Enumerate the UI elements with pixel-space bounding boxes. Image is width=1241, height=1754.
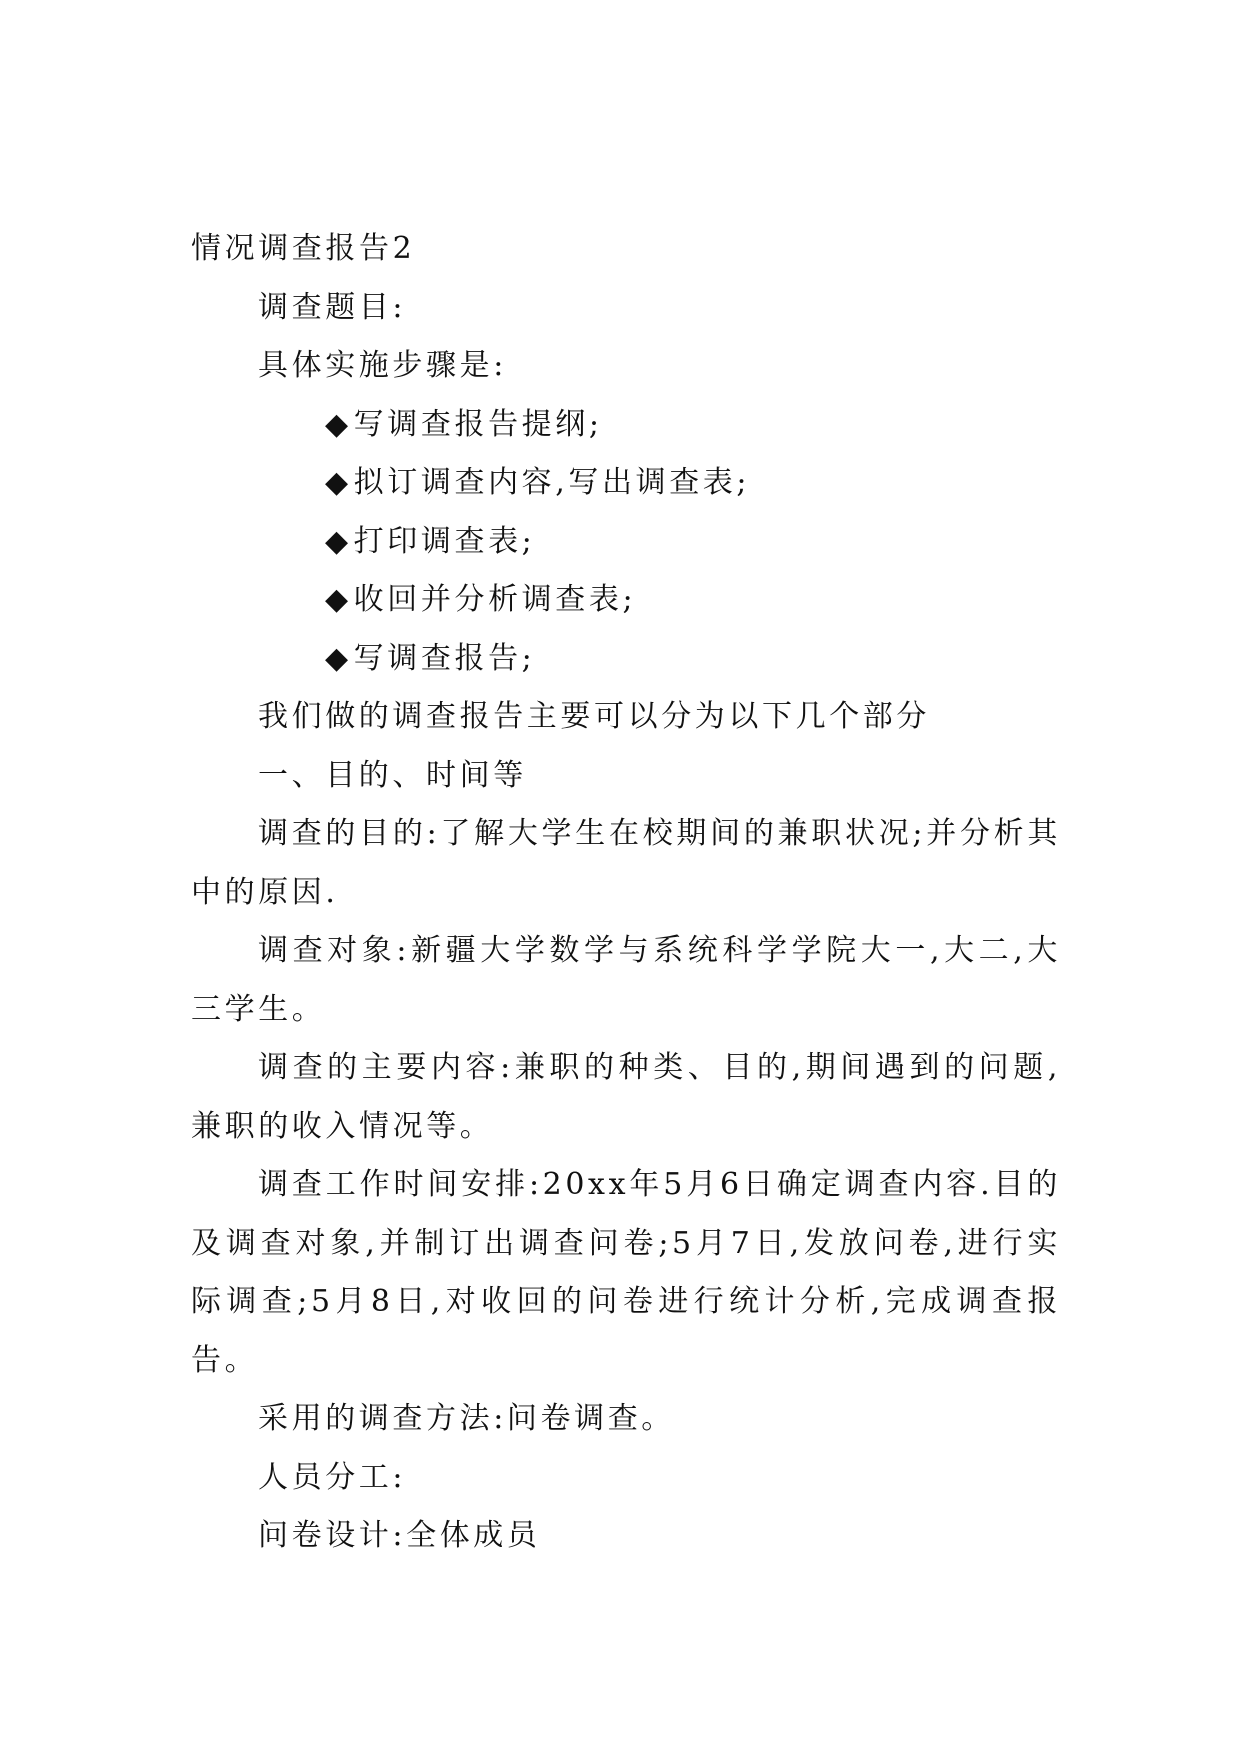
diamond-bullet-icon: ◆: [325, 465, 352, 500]
survey-purpose: 调查的目的:了解大学生在校期间的兼职状况;并分析其中的原因.: [191, 816, 1061, 910]
document-body: [191, 220, 1061, 1566]
survey-main-content: 调查的主要内容:兼职的种类、目的,期间遇到的问题,兼职的收入情况等。: [191, 1050, 1061, 1144]
diamond-bullet-icon: ◆: [325, 640, 352, 676]
document-title: 情况调查报告2: [191, 231, 416, 266]
diamond-bullet-icon: ◆: [325, 582, 352, 617]
step-item: [191, 513, 1061, 572]
survey-subjects: 调查对象:新疆大学数学与系统科学学院大一,大二,大三学生。: [191, 933, 1061, 1027]
step-item: [191, 630, 1061, 689]
step-item: [191, 454, 1061, 513]
survey-method: 采用的调查方法:问卷调查。: [258, 1401, 675, 1436]
step-text: 写调查报告提纲;: [353, 406, 603, 442]
step-item: [191, 571, 1061, 630]
questionnaire-design: 问卷设计:全体成员: [258, 1518, 541, 1553]
step-text: 收回并分析调查表;: [353, 582, 637, 617]
diamond-bullet-icon: ◆: [325, 523, 352, 559]
step-text: 写调查报告;: [353, 640, 536, 676]
section-heading-one: 一、目的、时间等: [258, 757, 527, 793]
parts-intro: 我们做的调查报告主要可以分为以下几个部分: [258, 699, 930, 734]
step-text: 打印调查表;: [353, 523, 536, 559]
survey-schedule: 调查工作时间安排:20xx年5月6日确定调查内容.目的及调查对象,并制订出调查问卷;5月7日,发放问卷,进行实际调查;5月8日,对收回的问卷进行统计分析,完成调查报告。: [191, 1167, 1061, 1378]
diamond-bullet-icon: ◆: [325, 406, 352, 442]
steps-intro: 具体实施步骤是:: [258, 348, 507, 383]
staff-label: 人员分工:: [258, 1459, 407, 1495]
step-text: 拟订调查内容,写出调查表;: [353, 465, 751, 500]
step-item: [191, 396, 1061, 455]
survey-topic-label: 调查题目:: [258, 289, 407, 325]
